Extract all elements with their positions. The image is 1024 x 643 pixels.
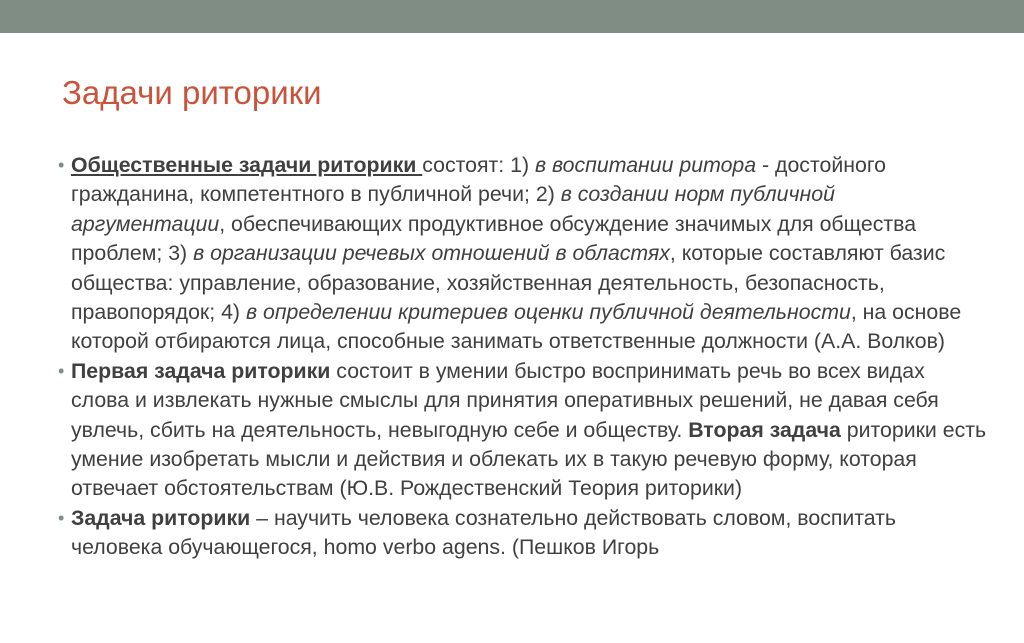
text-segment: , обеспечивающих продуктивное обсуждение значимых для общества проблем; 3): [71, 211, 917, 266]
top-bar: [0, 0, 1024, 33]
bullet-item: [48, 357, 988, 504]
text-segment: Вторая задача: [688, 417, 841, 442]
text-segment: риторики есть умение изобретать мысли и действия и облекать их в такую речевую форму, которая отвечает обстоятельствам (Ю.В. Рождественский Теория риторики): [71, 417, 987, 501]
bullet-item: [48, 504, 988, 563]
text-segment: , на основе которой отбираются лица, способные занимать ответственные должности (А.А. Волков): [71, 300, 962, 354]
text-segment: в создании норм публичной аргументации: [71, 182, 835, 236]
text-segment: Общественные задачи риторики: [71, 153, 423, 177]
slide-title: Задачи риторики: [62, 74, 322, 111]
bullet-icon: •: [58, 155, 65, 175]
bullet-icon: •: [58, 360, 65, 381]
text-segment: , которые составляют базис общества: управление, образование, хозяйственная деятельность, безопасность, правопорядок; 4): [71, 241, 946, 325]
text-segment: Задача риторики: [71, 505, 251, 530]
text-segment: в определении критериев оценки публичной деятельности: [245, 300, 851, 325]
text-segment: Первая задача риторики: [71, 358, 331, 383]
text-segment: состоят: 1): [422, 153, 535, 177]
text-segment: в организации речевых отношений в областях: [193, 241, 670, 266]
bullet-icon: •: [58, 507, 65, 528]
text-segment: – научить человека сознательно действовать словом, воспитать человека обучающегося, homo verbo agens. (Пешков Игорь: [71, 505, 897, 560]
slide-content: [48, 151, 988, 563]
text-segment: - достойного гражданина, компетентного в публичной речи; 2): [71, 153, 886, 207]
bullet-item: [48, 151, 988, 357]
text-segment: в воспитании ритора: [534, 153, 757, 177]
text-segment: состоит в умении быстро воспринимать речь во всех видах слова и извлекать нужные смыслы для принятия оперативных решений, не давая себя увлечь, сбить на деятельность, невыгодную себе и обществу.: [71, 358, 939, 442]
